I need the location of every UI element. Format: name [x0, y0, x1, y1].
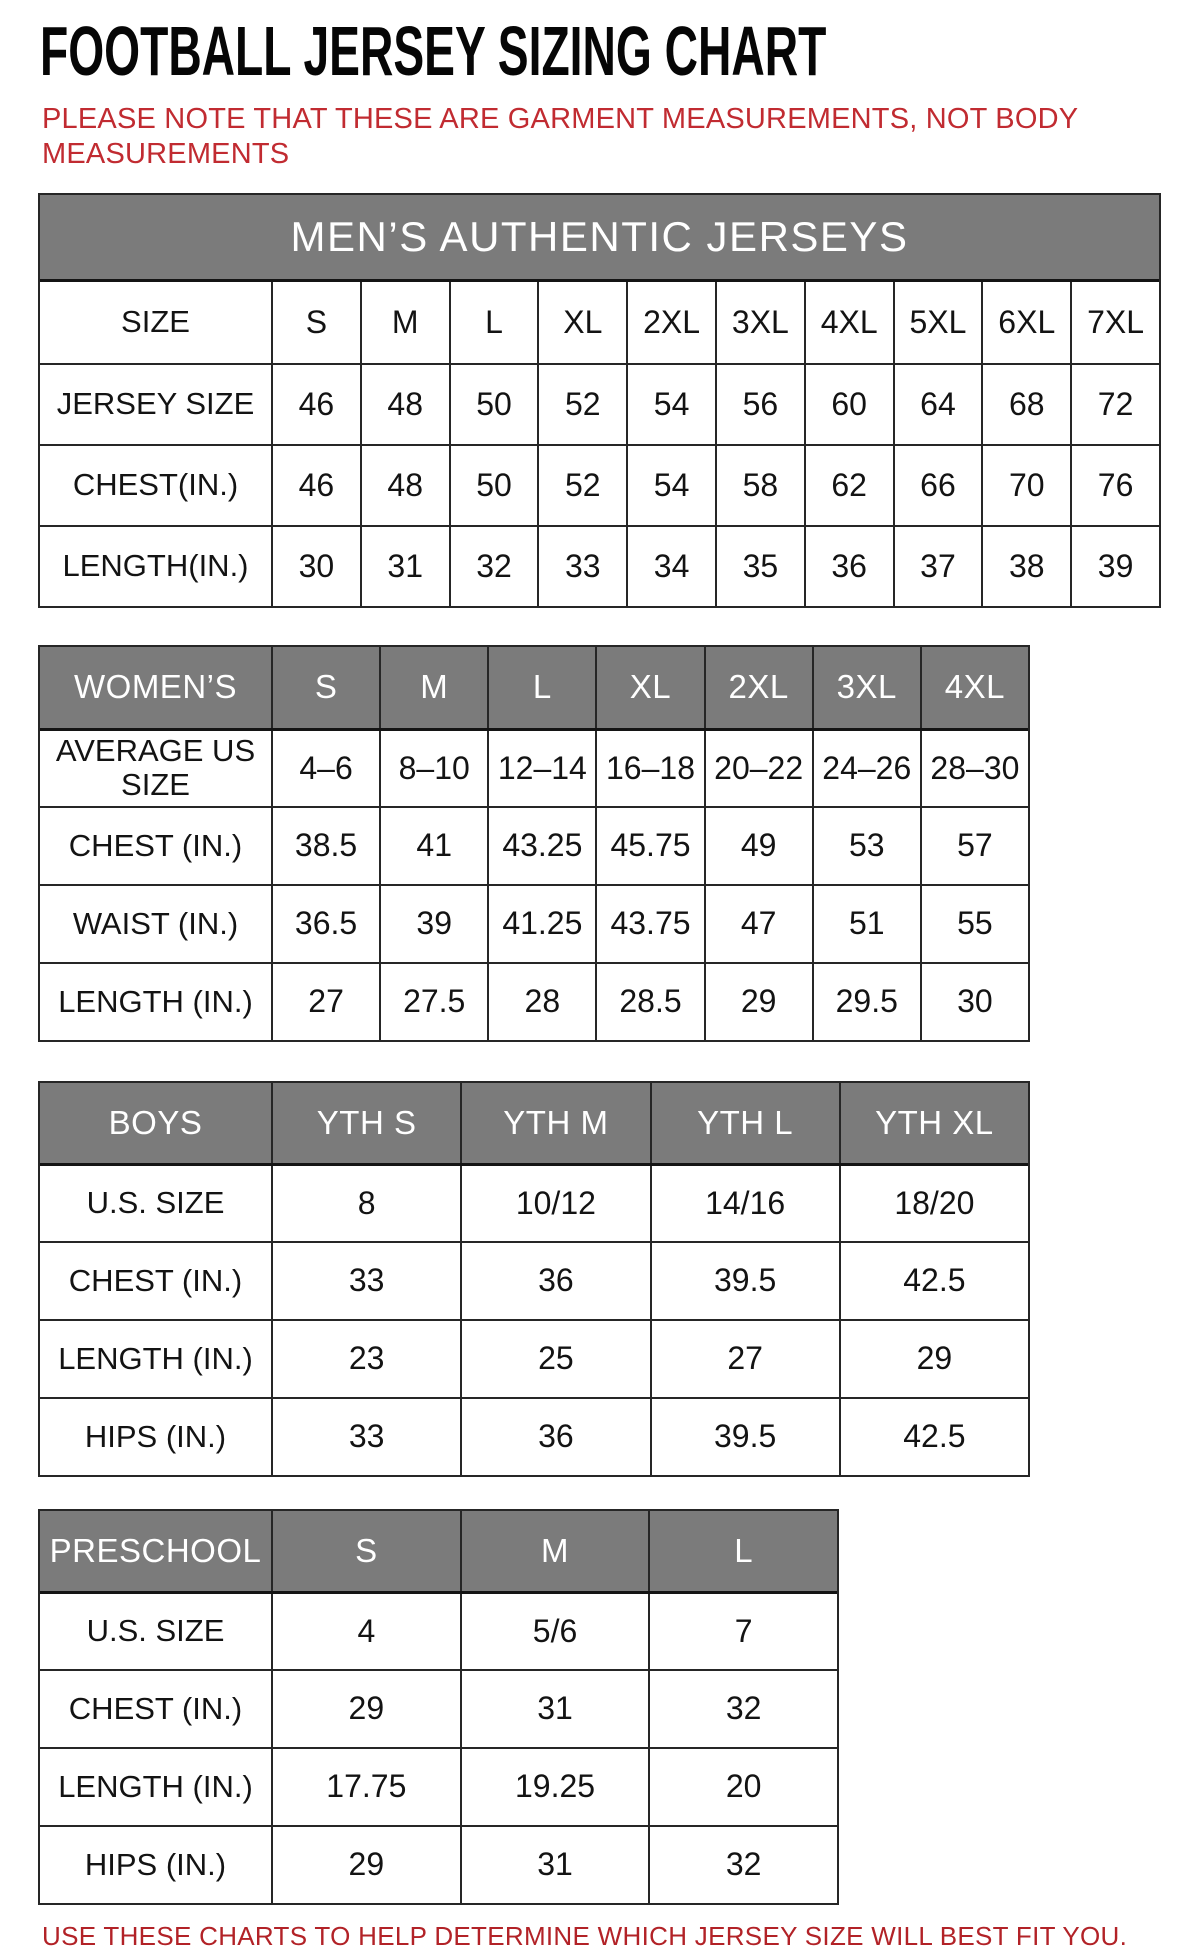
- value-cell: 30: [920, 964, 1028, 1040]
- value-cell: 39.5: [650, 1243, 839, 1319]
- column-header-cell: L: [648, 1511, 837, 1591]
- value-cell: 56: [715, 365, 804, 444]
- boys-sizing-table: [38, 1081, 1030, 1477]
- page-title: FOOTBALL JERSEY SIZING CHART: [40, 12, 827, 90]
- value-cell: 31: [460, 1827, 649, 1903]
- table-row: [40, 884, 1028, 962]
- row-label-cell: SIZE: [121, 304, 190, 340]
- column-header-cell: YTH XL: [839, 1083, 1028, 1163]
- value-cell: 49: [704, 808, 812, 884]
- value-cell: 29: [271, 1671, 460, 1747]
- value-cell: 5/6: [460, 1594, 649, 1669]
- row-label-cell: CHEST (IN.): [68, 1690, 243, 1726]
- table-row: [40, 962, 1028, 1040]
- value-cell: 35: [715, 527, 804, 606]
- column-header-row: [40, 1511, 837, 1591]
- value-cell: 64: [893, 365, 982, 444]
- value-cell: 31: [460, 1671, 649, 1747]
- row-label-cell: LENGTH (IN.): [58, 1340, 253, 1376]
- table-row: [40, 1591, 837, 1669]
- table-band-title: MEN’S AUTHENTIC JERSEYS: [40, 195, 1159, 282]
- value-cell: 41: [379, 808, 487, 884]
- row-label-cell: LENGTH (IN.): [58, 1768, 253, 1804]
- value-cell: 32: [648, 1671, 837, 1747]
- row-label-cell: LENGTH(IN.): [62, 548, 249, 584]
- value-cell: 58: [715, 446, 804, 525]
- column-header-cell: S: [271, 647, 379, 728]
- value-cell: 23: [271, 1321, 460, 1397]
- column-header-row: [40, 647, 1028, 728]
- table-row: [40, 806, 1028, 884]
- value-cell: S: [271, 282, 360, 363]
- row-label-cell: CHEST (IN.): [68, 1262, 243, 1298]
- value-cell: 28.5: [595, 964, 703, 1040]
- value-cell: M: [360, 282, 449, 363]
- column-header-cell: XL: [595, 647, 703, 728]
- value-cell: 52: [537, 446, 626, 525]
- value-cell: 7XL: [1070, 282, 1159, 363]
- value-cell: 54: [626, 446, 715, 525]
- value-cell: 36: [460, 1399, 649, 1475]
- value-cell: 55: [920, 886, 1028, 962]
- value-cell: 33: [271, 1243, 460, 1319]
- column-header-cell: M: [379, 647, 487, 728]
- value-cell: 57: [920, 808, 1028, 884]
- table-row: [40, 525, 1159, 606]
- value-cell: 33: [537, 527, 626, 606]
- value-cell: 8–10: [379, 731, 487, 806]
- column-header-cell: M: [460, 1511, 649, 1591]
- value-cell: 48: [360, 446, 449, 525]
- value-cell: 53: [812, 808, 920, 884]
- value-cell: 30: [271, 527, 360, 606]
- column-header-cell: 2XL: [704, 647, 812, 728]
- table-row: [40, 1241, 1028, 1319]
- value-cell: 39: [379, 886, 487, 962]
- row-label-cell: JERSEY SIZE: [56, 386, 255, 422]
- value-cell: 2XL: [626, 282, 715, 363]
- value-cell: 3XL: [715, 282, 804, 363]
- value-cell: 48: [360, 365, 449, 444]
- value-cell: 32: [648, 1827, 837, 1903]
- row-label-cell: U.S. SIZE: [86, 1185, 225, 1221]
- column-header-row: [40, 1083, 1028, 1163]
- value-cell: 27: [271, 964, 379, 1040]
- value-cell: 38.5: [271, 808, 379, 884]
- table-row: [40, 1319, 1028, 1397]
- value-cell: 8: [271, 1166, 460, 1241]
- value-cell: 28: [487, 964, 595, 1040]
- column-header-cell: 3XL: [812, 647, 920, 728]
- value-cell: 46: [271, 365, 360, 444]
- value-cell: 17.75: [271, 1749, 460, 1825]
- value-cell: 50: [449, 446, 538, 525]
- value-cell: 36.5: [271, 886, 379, 962]
- value-cell: L: [449, 282, 538, 363]
- value-cell: 18/20: [839, 1166, 1028, 1241]
- value-cell: 47: [704, 886, 812, 962]
- value-cell: 52: [537, 365, 626, 444]
- value-cell: 38: [981, 527, 1070, 606]
- header-group-label: PRESCHOOL: [40, 1511, 271, 1591]
- value-cell: 4–6: [271, 731, 379, 806]
- column-header-cell: S: [271, 1511, 460, 1591]
- column-header-cell: L: [487, 647, 595, 728]
- value-cell: 51: [812, 886, 920, 962]
- row-label-cell: CHEST (IN.): [68, 827, 243, 863]
- value-cell: 25: [460, 1321, 649, 1397]
- value-cell: 42.5: [839, 1243, 1028, 1319]
- table-row: [40, 363, 1159, 444]
- value-cell: 27.5: [379, 964, 487, 1040]
- value-cell: 31: [360, 527, 449, 606]
- value-cell: 20: [648, 1749, 837, 1825]
- header-group-label: WOMEN’S: [40, 647, 271, 728]
- value-cell: 32: [449, 527, 538, 606]
- value-cell: 45.75: [595, 808, 703, 884]
- value-cell: 10/12: [460, 1166, 649, 1241]
- value-cell: 33: [271, 1399, 460, 1475]
- table-row: [40, 282, 1159, 363]
- value-cell: 29.5: [812, 964, 920, 1040]
- table-row: [40, 1669, 837, 1747]
- mens-sizing-table: [38, 193, 1161, 608]
- value-cell: 54: [626, 365, 715, 444]
- table-row: [40, 1825, 837, 1903]
- row-label-cell: U.S. SIZE: [86, 1613, 225, 1649]
- value-cell: 20–22: [704, 731, 812, 806]
- value-cell: 29: [839, 1321, 1028, 1397]
- fit-advice-footer: USE THESE CHARTS TO HELP DETERMINE WHICH JERSEY SIZE WILL BEST FIT YOU.: [42, 1920, 1128, 1951]
- value-cell: 5XL: [893, 282, 982, 363]
- value-cell: 12–14: [487, 731, 595, 806]
- table-row: [40, 728, 1028, 806]
- value-cell: 34: [626, 527, 715, 606]
- value-cell: 60: [804, 365, 893, 444]
- row-label-cell: CHEST(IN.): [72, 467, 239, 503]
- table-row: [40, 1397, 1028, 1475]
- value-cell: 76: [1070, 446, 1159, 525]
- value-cell: 4XL: [804, 282, 893, 363]
- value-cell: 42.5: [839, 1399, 1028, 1475]
- womens-sizing-table: [38, 645, 1030, 1042]
- value-cell: 4: [271, 1594, 460, 1669]
- table-row: [40, 1163, 1028, 1241]
- header-group-label: BOYS: [40, 1083, 271, 1163]
- row-label-cell: HIPS (IN.): [84, 1418, 227, 1454]
- value-cell: 36: [460, 1243, 649, 1319]
- row-label-cell: HIPS (IN.): [84, 1846, 227, 1882]
- value-cell: 68: [981, 365, 1070, 444]
- value-cell: 72: [1070, 365, 1159, 444]
- page: [38, 12, 1200, 1952]
- value-cell: 41.25: [487, 886, 595, 962]
- value-cell: 19.25: [460, 1749, 649, 1825]
- column-header-cell: YTH L: [650, 1083, 839, 1163]
- value-cell: 27: [650, 1321, 839, 1397]
- value-cell: 16–18: [595, 731, 703, 806]
- table-row: [40, 1747, 837, 1825]
- value-cell: 37: [893, 527, 982, 606]
- value-cell: 14/16: [650, 1166, 839, 1241]
- value-cell: 43.75: [595, 886, 703, 962]
- value-cell: 62: [804, 446, 893, 525]
- value-cell: 24–26: [812, 731, 920, 806]
- value-cell: 50: [449, 365, 538, 444]
- value-cell: 29: [271, 1827, 460, 1903]
- value-cell: 28–30: [920, 731, 1028, 806]
- table-row: [40, 444, 1159, 525]
- row-label-cell: LENGTH (IN.): [58, 983, 253, 1019]
- value-cell: 43.25: [487, 808, 595, 884]
- value-cell: 70: [981, 446, 1070, 525]
- value-cell: 36: [804, 527, 893, 606]
- value-cell: 7: [648, 1594, 837, 1669]
- row-label-cell: AVERAGE US SIZE: [55, 733, 256, 803]
- value-cell: 39.5: [650, 1399, 839, 1475]
- value-cell: 6XL: [981, 282, 1070, 363]
- preschool-sizing-table: [38, 1509, 839, 1905]
- column-header-cell: 4XL: [920, 647, 1028, 728]
- value-cell: XL: [537, 282, 626, 363]
- column-header-cell: YTH M: [460, 1083, 649, 1163]
- garment-measurement-note: PLEASE NOTE THAT THESE ARE GARMENT MEASUREMENTS, NOT BODY MEASUREMENTS: [42, 103, 1078, 171]
- row-label-cell: WAIST (IN.): [72, 905, 239, 941]
- value-cell: 46: [271, 446, 360, 525]
- value-cell: 29: [704, 964, 812, 1040]
- column-header-cell: YTH S: [271, 1083, 460, 1163]
- value-cell: 66: [893, 446, 982, 525]
- value-cell: 39: [1070, 527, 1159, 606]
